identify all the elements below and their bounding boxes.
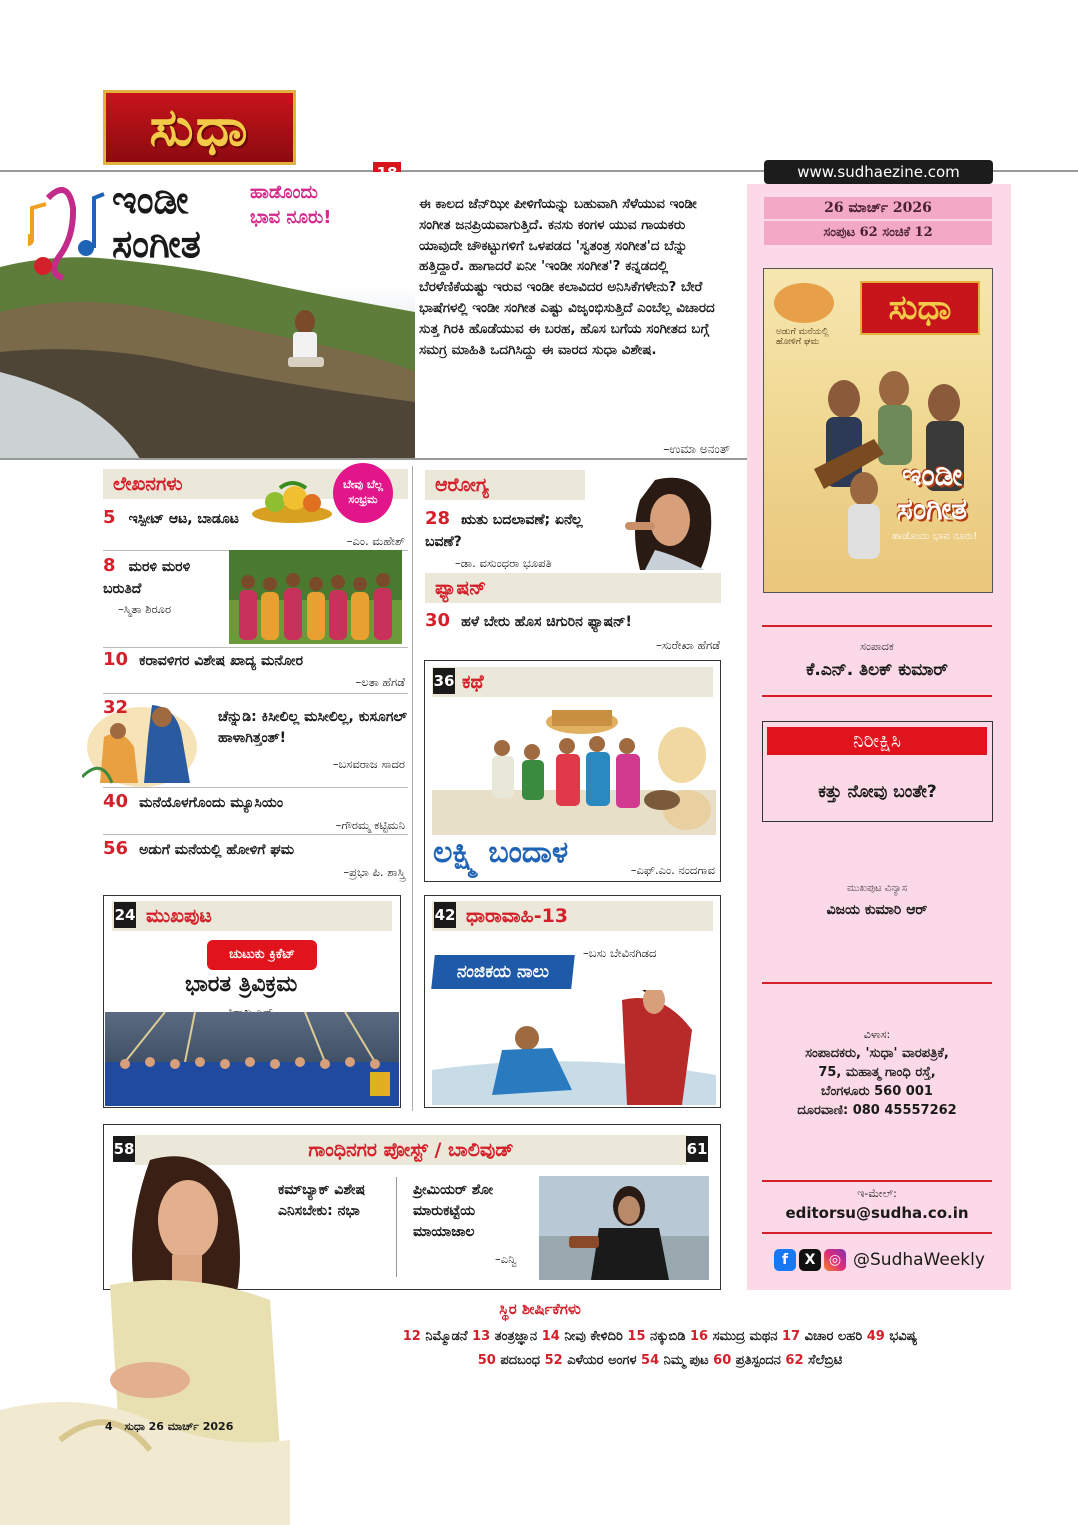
column-page: 52 (544, 1353, 563, 1368)
address-label: ವಿಳಾಸ: (863, 1028, 891, 1041)
column-page: 49 (866, 1329, 885, 1344)
cover-design-label: ಮುಖಪುಟ ವಿನ್ಯಾಸ (846, 883, 908, 894)
column-page: 17 (782, 1329, 801, 1344)
editor-name: ಕೆ.ಎನ್. ತಿಲಕ್ ಕುಮಾರ್ (806, 660, 948, 680)
address-line: ಸಂಪಾದಕರು, 'ಸುಧಾ' ವಾರಪತ್ರಿಕೆ, (805, 1046, 949, 1061)
hero-intro-text: ಈ ಕಾಲದ ಜೆನ್‌ಝೀ ಪೀಳಿಗೆಯನ್ನು ಬಹುವಾಗಿ ಸೆಳೆಯುವ ಇಂಡೀ ಸಂಗೀತ ಜನಪ್ರಿಯವಾಗುತ್ತಿದೆ. ಕನಸು ಕಂಗಳ ಯುವ ಗಾಯಕರು ಯಾವುದೇ ಚೌಕಟ್ಟುಗಳಿಗೆ ಒಳಪಡದ 'ಸ್ವತಂತ್ರ ಸಂಗೀತ'ದ ಬೆನ್ನು ಹತ್ತಿದ್ದಾರೆ. ಹಾಗಾದರೆ ಏನೀ 'ಇಂಡೀ ಸಂಗೀತ'? ಕನ್ನಡದಲ್ಲಿ ಬೆರಳೆಣಿಕೆಯಷ್ಟು ಇರುವ ಇಂಡೀ ಕಲಾವಿದರ ಅನಿಸಿಕೆಗಳೇನು? ಬೇರೆ ಭಾಷೆಗಳಲ್ಲಿ ಇಂಡೀ ಸಂಗೀತ ಎಷ್ಟು ವಿಜೃಂಭಿಸುತ್ತಿದೆ ಎಂಬೆಲ್ಲ ವಿಚಾರದ ಸುತ್ತ ಗಿರಕಿ ಹೊಡೆಯುವ ಈ ಬರಹ, ಹೊಸ ಬಗೆಯ ಸಂಗೀತದ ಬಗ್ಗೆ ಸಮಗ್ರ ಮಾಹಿತಿ ಒದಗಿಸಿದ್ದು ಈ ವಾರದ ಸುಧಾ ವಿಶೇಷ. (419, 196, 715, 358)
column-page: 13 (472, 1329, 491, 1344)
article-byline: –ಎಂ. ಮಹೇಶ್ (346, 534, 405, 548)
dharavahi-title: ನಂಜಿಕಯ ನಾಲು (431, 955, 575, 989)
section-heading-kathe: ಕಥೆ (432, 667, 713, 697)
footer-page-number: 4 (105, 1420, 113, 1433)
kathe-title: ಲಕ್ಷ್ಮಿ ಬಂದಾಳ (433, 835, 569, 870)
bolly-right-byline: –ಎನ್ವಿ (495, 1252, 517, 1266)
column-title: ನಿಮ್ಮ ಪುಟ (663, 1353, 709, 1368)
nirikshe-text: ಕತ್ತು ನೋವು ಬಂತೇ? (818, 782, 937, 802)
cover-food-caption: ಅಡುಗೆ ಮನೆಯಲ್ಲಿ ಹೋಳಿಗೆ ಘಮ (776, 327, 829, 347)
article-byline: –ಡಾ. ವಸುಂಧರಾ ಭೂಪತಿ (455, 556, 552, 570)
cover-title-1: ಇಂಡೀ (901, 458, 963, 493)
article-byline: –ಪ್ರಭಾ ಪಿ. ಶಾಸ್ತ್ರಿ (343, 865, 405, 879)
column-page: 54 (641, 1353, 660, 1368)
column-title: ಪ್ರತಿಸ್ಪಂದನ (735, 1353, 781, 1368)
hero-divider (0, 458, 747, 460)
article-item[interactable] (425, 610, 721, 633)
article-byline: –ಬಸವರಾಜ ಸಾದರ (332, 757, 405, 771)
cover-thumbnail[interactable] (763, 268, 993, 593)
separator (103, 834, 408, 835)
article-byline: –ಲತಾ ಹೆಗಡೆ (355, 675, 405, 689)
article-page: 40 (103, 791, 129, 812)
separator (103, 647, 408, 648)
social-links (774, 1248, 994, 1272)
ugadi-plate-image (250, 478, 335, 524)
kathe-byline: –ಎಫ್.ಎಂ. ನಂದಗಾವ (630, 863, 715, 877)
kathe-illustration (432, 700, 716, 835)
bolly-page-right: 61 (686, 1136, 708, 1162)
music-notes-icon (28, 178, 108, 288)
issue-volume: ಸಂಪುಟ 62 ಸಂಚಿಕೆ 12 (764, 221, 992, 245)
cover-title-2: ಸಂಗೀತ (896, 492, 968, 527)
dharavahi-page: 42 (434, 902, 456, 928)
footer-text: ಸುಧಾ 26 ಮಾರ್ಚ್ 2026 (124, 1420, 234, 1433)
hero-title (112, 178, 201, 266)
address-block (762, 1025, 992, 1120)
column-page: 62 (785, 1353, 804, 1368)
article-title: ಇಸ್ಪೀಟ್ ಆಟ, ಬಾಡೂಟ (128, 511, 239, 527)
column-page: 15 (627, 1329, 646, 1344)
article-title: ಮನೆಯೊಳಗೊಂದು ಮ್ಯೂಸಿಯಂ (139, 795, 284, 811)
article-page: 28 (425, 508, 451, 529)
cricket-tag: ಚುಟುಕು ಕ್ರಿಕೆಟ್ (207, 940, 317, 970)
dharavahi-byline: –ಬಸು ಬೇವಿನಗಿಡದ (583, 946, 657, 960)
article-page: 30 (425, 610, 451, 631)
article-title: ಮರಳಿ ಮರಳಿ ಬರುತಿದೆ (103, 559, 191, 597)
article-item[interactable] (103, 555, 223, 600)
article-page: 56 (103, 838, 129, 859)
bolly-right-title[interactable]: ಪ್ರೀಮಿಯರ್ ಶೋ ಮಾರುಕಟ್ಟೆಯ ಮಾಯಾಜಾಲ (413, 1182, 494, 1240)
food-image (774, 283, 834, 323)
column-page: 14 (541, 1329, 560, 1344)
article-item[interactable] (103, 507, 243, 530)
bolly-divider (396, 1177, 397, 1277)
article-byline: –ಸುರೇಖಾ ಹೆಗಡೆ (656, 638, 720, 652)
actor-image (539, 1176, 709, 1280)
hero-title-line: ಇಂಡೀ (112, 178, 189, 222)
email-label: ಇ-ಮೇಲ್: (857, 1187, 897, 1200)
column-title: ನಿಮ್ಮೊಡನೆ (425, 1329, 468, 1344)
red-divider (762, 982, 992, 984)
column-divider (412, 466, 413, 1111)
article-page: 10 (103, 649, 129, 670)
hero-byline: –ಉಮಾ ಅನಂತ್ (663, 442, 730, 456)
article-page: 8 (103, 555, 116, 576)
ugadi-badge: ಬೇವು ಬೆಲ್ಲ ಸಂಭ್ರಮ (333, 463, 393, 523)
red-divider (762, 1180, 992, 1182)
article-title: ಅಡುಗೆ ಮನೆಯಲ್ಲಿ ಹೋಳಿಗೆ ಘಮ (139, 842, 295, 858)
section-heading-fashion: ಫ್ಯಾಷನ್ (425, 573, 721, 603)
article-item[interactable] (103, 649, 408, 672)
article-byline: –ಗೌರಮ್ಮ ಕಟ್ಟಿಮನಿ (335, 818, 405, 832)
editor-label: ಸಂಪಾದಕ (860, 640, 894, 653)
kathe-page: 36 (433, 668, 455, 694)
facebook-icon[interactable]: f (774, 1249, 796, 1271)
x-twitter-icon[interactable]: X (799, 1249, 821, 1271)
mukhaputa-title: ಭಾರತ ತ್ರಿವಿಕ್ರಮ (185, 972, 298, 997)
cover-design-name: ವಿಜಯ ಕುಮಾರಿ ಆರ್ (826, 902, 928, 918)
article-title: ಋತು ಬದಲಾವಣೆ; ಏನೆಲ್ಲ ಬವಣೆ? (425, 512, 583, 550)
column-page: 12 (402, 1329, 421, 1344)
regular-columns-line (260, 1329, 1060, 1344)
bolly-left-title[interactable]: ಕಮ್‌ಬ್ಯಾಕ್ ವಿಶೇಷ ಎನಿಸಬೇಕು: ನಭಾ (278, 1182, 366, 1219)
column-page: 16 (689, 1329, 709, 1344)
red-divider (762, 695, 992, 697)
article-item[interactable] (103, 791, 408, 814)
article-title: ಕರಾವಳಿಗರ ವಿಶೇಷ ಖಾದ್ಯ ಮನೋರ (139, 653, 303, 669)
address-line: 75, ಮಹಾತ್ಮ ಗಾಂಧಿ ರಸ್ತೆ, (818, 1065, 936, 1080)
instagram-icon[interactable]: ◎ (824, 1249, 846, 1271)
column-title: ತಂತ್ರಜ್ಞಾನ (494, 1329, 538, 1344)
article-byline: –ಸ್ಮಿತಾ ಶಿರೂರ (118, 602, 172, 616)
cover-logo: ಸುಧಾ (860, 281, 980, 335)
sudha-logo: ಸುಧಾ (103, 90, 296, 165)
red-divider (762, 625, 992, 627)
email-address[interactable]: editorsu@sudha.co.in (785, 1204, 969, 1222)
separator (103, 693, 408, 694)
column-page: 60 (713, 1353, 732, 1368)
cricket-team-image (105, 1012, 399, 1106)
dancers-image (229, 550, 402, 644)
cover-subtitle: ಹಾಡೊಂದು ಭಾವ ನೂರು! (892, 531, 978, 542)
regular-columns-heading: ಸ್ಥಿರ ಶೀರ್ಷಿಕೆಗಳು (499, 1300, 581, 1318)
bolly-page-left: 58 (113, 1136, 135, 1162)
separator (103, 787, 408, 788)
article-page: 32 (103, 697, 129, 718)
hero-tagline-line: ಹಾಡೊಂದು (250, 182, 318, 203)
girl-thinking-image (585, 470, 721, 572)
column-title: ವಿಚಾರ ಲಹರಿ (804, 1329, 863, 1344)
social-handle[interactable]: @SudhaWeekly (853, 1250, 985, 1270)
hero-tagline-line: ಭಾವ ನೂರು! (250, 207, 332, 228)
page-footer (105, 1420, 233, 1434)
issue-date: 26 ಮಾರ್ಚ್ 2026 (764, 197, 992, 219)
actress-image (0, 1150, 290, 1525)
column-title: ಸಮುದ್ರ ಮಥನ (712, 1329, 778, 1344)
column-title: ಸೆಲೆಬ್ರಿಟಿ (808, 1353, 843, 1368)
regular-columns-line (260, 1353, 1060, 1368)
column-title: ಭವಿಷ್ಯ (889, 1329, 918, 1344)
column-title: ನಕ್ಕುಬಿಡಿ (650, 1329, 686, 1344)
column-title: ಪದಬಂಧ (500, 1353, 541, 1368)
column-page: 50 (477, 1353, 496, 1368)
column-title: ನೀವು ಕೇಳಿದಿರಿ (564, 1329, 623, 1344)
website-link[interactable]: www.sudhaezine.com (764, 160, 993, 184)
hero-title-line: ಸಂಗೀತ (112, 222, 201, 266)
section-heading-lekhanagalu: ಲೇಖನಗಳು (103, 469, 408, 499)
article-page: 5 (103, 507, 116, 528)
dharavahi-illustration (432, 990, 716, 1105)
address-line: ಬೆಂಗಳೂರು 560 001 (821, 1084, 933, 1099)
article-item[interactable] (103, 838, 408, 861)
article-title: ಹಳೆ ಬೇರು ಹೊಸ ಚಿಗುರಿನ ಫ್ಯಾಷನ್! (461, 614, 632, 630)
red-divider (762, 1232, 992, 1234)
section-heading-bollywood: ಗಾಂಧಿನಗರ ಪೋಸ್ಟ್ / ಬಾಲಿವುಡ್ (135, 1135, 687, 1165)
section-heading-mukhaputa: ಮುಖಪುಟ (112, 901, 392, 931)
mukhaputa-page: 24 (114, 902, 136, 928)
article-title[interactable]: ಚೆನ್ನುಡಿ: ಕಿಸೀಲಿಲ್ಲ ಮಸೀಲಿಲ್ಲ, ಕುಸೂಗಲ್ ಹಾಳಾಗಿತ್ತಂತ್! (218, 709, 408, 746)
article-item[interactable] (425, 508, 605, 553)
phone-number: ದೂರವಾಣಿ: 080 45557262 (797, 1103, 957, 1118)
section-heading-arogya: ಆರೋಗ್ಯ (425, 470, 721, 500)
nirikshe-heading: ನಿರೀಕ್ಷಿಸಿ (767, 727, 987, 755)
section-heading-dharavahi: ಧಾರಾವಾಹಿ-13 (432, 901, 713, 931)
hero-tagline (250, 180, 331, 230)
column-title: ಎಳೆಯರ ಅಂಗಳ (567, 1353, 637, 1368)
